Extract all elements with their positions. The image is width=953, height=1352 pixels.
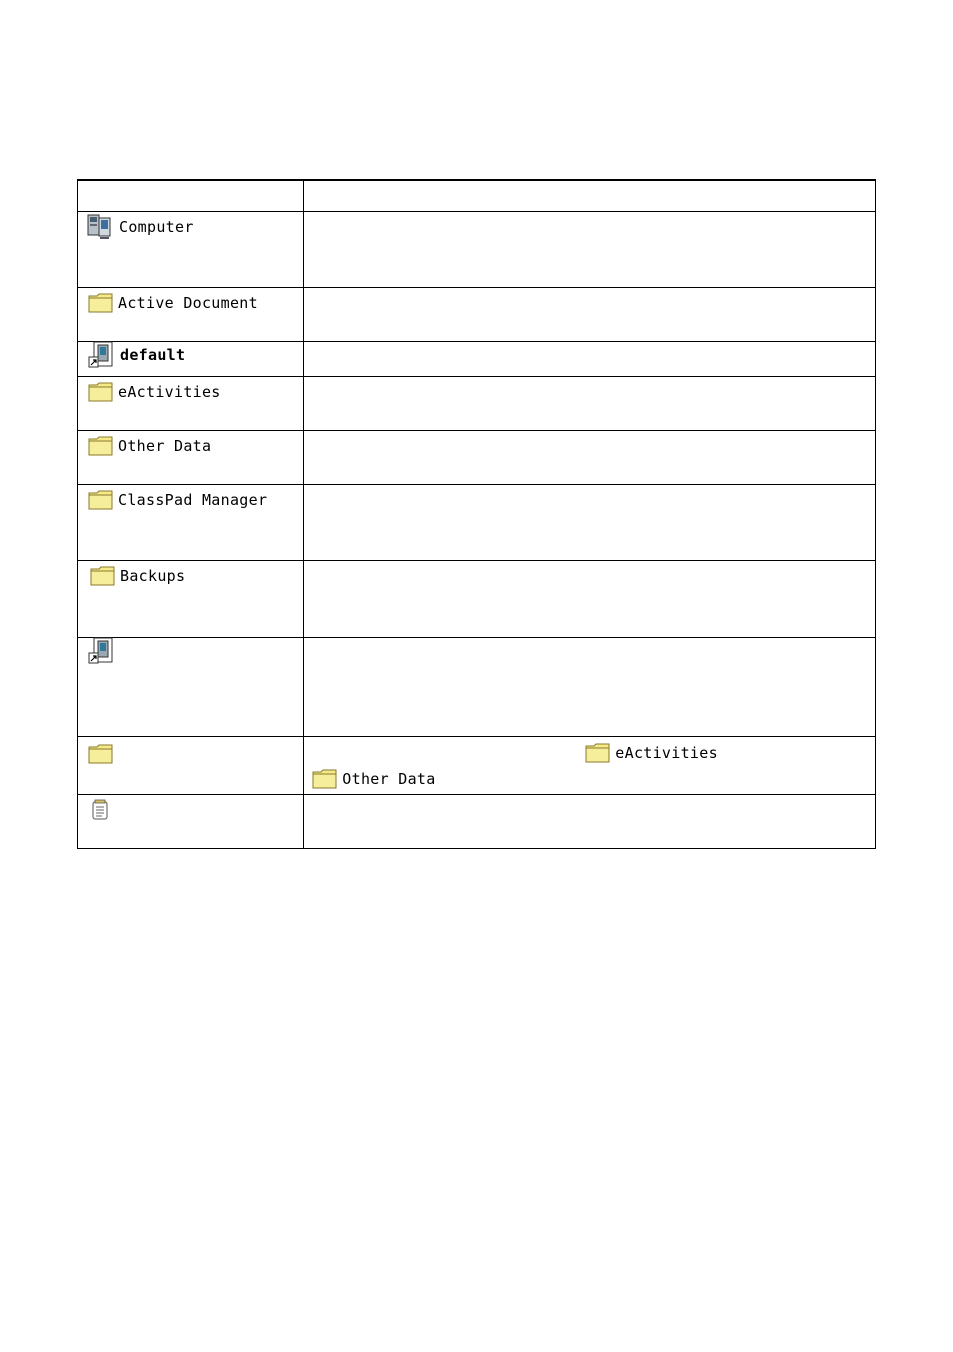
desc-folder-ref (585, 742, 718, 764)
row-desc-cell (304, 211, 876, 287)
folder-icon (312, 768, 338, 790)
desc-folder-label: Other Data (342, 769, 436, 788)
row-label-cell (78, 287, 304, 341)
header-cell-2 (304, 180, 876, 211)
table-row (78, 376, 876, 430)
computer-icon (87, 213, 115, 241)
table-row (78, 341, 876, 376)
folder-icon (90, 565, 116, 587)
row-desc-cell (304, 484, 876, 560)
row-label: Other Data (118, 436, 212, 455)
row-label: ClassPad Manager (118, 490, 268, 509)
folder-icon (88, 435, 114, 457)
table-row (78, 637, 876, 736)
document-file-icon (88, 341, 116, 369)
table-row (78, 484, 876, 560)
row-label: eActivities (118, 382, 221, 401)
folder-icon (88, 381, 114, 403)
table-row (78, 211, 876, 287)
row-label-cell (78, 376, 304, 430)
header-cell-1 (78, 180, 304, 211)
row-label-cell (78, 430, 304, 484)
row-label: Active Document (118, 293, 258, 312)
table-header-row (78, 180, 876, 211)
desc-folder-label: eActivities (615, 743, 718, 762)
desc-folder-ref (312, 768, 435, 790)
folder-structure-table (77, 179, 876, 849)
folder-icon (585, 742, 611, 764)
row-label-cell (78, 637, 304, 736)
folder-icon (88, 743, 114, 765)
folder-icon (88, 292, 114, 314)
table-row (78, 560, 876, 637)
row-desc-cell (304, 341, 876, 376)
row-label-cell (78, 560, 304, 637)
row-label-cell (78, 794, 304, 848)
row-label: Backups (120, 566, 186, 585)
row-label-cell (78, 341, 304, 376)
document-file-icon (88, 637, 116, 665)
row-desc-cell (304, 736, 876, 794)
table-row (78, 287, 876, 341)
row-desc-cell (304, 637, 876, 736)
row-label-cell (78, 211, 304, 287)
row-desc-cell (304, 560, 876, 637)
row-desc-cell (304, 794, 876, 848)
row-desc-cell (304, 376, 876, 430)
row-desc-cell (304, 287, 876, 341)
folder-icon (88, 489, 114, 511)
row-label: default (120, 345, 186, 364)
table-row (78, 736, 876, 794)
table-row (78, 794, 876, 848)
row-desc-cell (304, 430, 876, 484)
notepad-icon (91, 799, 111, 821)
row-label: Computer (119, 217, 194, 236)
table-row (78, 430, 876, 484)
row-label-cell (78, 736, 304, 794)
row-label-cell (78, 484, 304, 560)
